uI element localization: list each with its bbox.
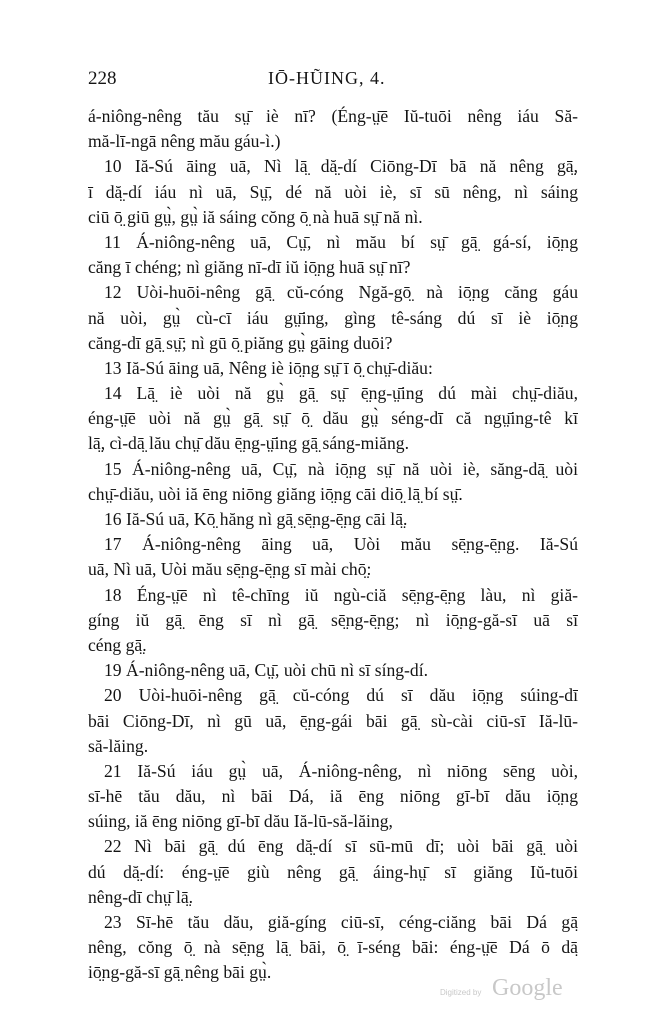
text-line: ī dă̤-dí iáu nì uā, Sṳ̄, dé nă uòi iè, sī sū nêng, nì sáing [88, 181, 578, 202]
text-line: mă-lī-ngā nêng mău gáu-ì.) [88, 131, 281, 152]
text-line: sī-hē tău dău, nì bāi Dá, iă ēng niōng gī-bī dău iō̤ng [88, 786, 578, 807]
text-line: 19 Á-niông-nêng uā, Cṳ̄, uòi chū nì sī síng-dí. [104, 660, 428, 681]
text-line: căng-dī gā̤ sṳ̄; nì gū ō̤ piăng gṳ̀ gāing duōi? [88, 332, 393, 353]
text-line: 14 Lā̤ iè uòi nă gṳ̀ gā̤ sṳ̄ ē̤ng-ṳ̄ing dú mài chṳ̄-diău, [104, 383, 578, 404]
text-line: 16 Iă-Sú uā, Kō̤ hăng nì gā̤ sē̤ng-ē̤ng cāi lā̤. [104, 509, 408, 529]
text-line: nă uòi, gṳ̀ cù-cī iáu gṳ̄ing, gìng tê-sáng dú sī iè iō̤ng [88, 307, 578, 328]
text-line: să-lăing. [88, 735, 149, 756]
watermark-prefix: Digitized by [440, 988, 482, 997]
text-line: uā, Nì uā, Uòi mău sē̤ng-ē̤ng sī mài chō̤: [88, 559, 372, 580]
text-line: 22 Nì bāi gā̤ dú ēng dă̤-dí sī sū-mū dī; uòi bāi gā̤ uòi [104, 836, 578, 857]
text-line: dú dă̤-dí: éng-ṳ̄ē giù nêng gā̤ áing-hṳ̄ sī giăng Iŭ-tuōi [88, 861, 578, 882]
running-head: IŌ-HŨING, 4. [268, 68, 386, 88]
text-body [88, 104, 578, 986]
page-header [88, 68, 578, 92]
page-number: 228 [88, 68, 117, 89]
text-line: á-niông-nêng tău sṳ̄ iè nī? (Éng-ṳ̄ē Iŭ-tuōi nêng iáu Să- [88, 106, 578, 126]
text-line: 12 Uòi-huōi-nêng gā̤ cŭ-cóng Ngă-gō̤ nà iō̤ng căng gáu [104, 282, 578, 303]
text-line: 21 Iă-Sú iáu gṳ̀ uā, Á-niông-nêng, nì niōng sēng uòi, [104, 760, 578, 781]
text-line: súing, iă ēng niōng gī-bī dău Iă-lū-să-lăing, [88, 811, 393, 832]
text-line: bāi Ciōng-Dī, nì gū uā, ē̤ng-gái bāi gā̤ sù-cài ciū-sī Iă-lū- [88, 710, 578, 731]
text-line: 10 Iă-Sú āing uā, Nì lā̤ dă̤-dí Ciōng-Dī bā nă nêng gā̤, [104, 156, 578, 177]
text-line: gíng iŭ gā̤ ēng sī nì gā̤ sē̤ng-ē̤ng; nì iō̤ng-gă-sī uā sī [88, 609, 578, 630]
text-line: éng-ṳ̄ē uòi nă gṳ̀ gā̤ sṳ̄ ō̤ dău gṳ̀ séng-dī că ngṳ̄ing-tê kī [88, 408, 578, 429]
text-line: 18 Éng-ṳ̄ē nì tê-chīng iŭ ngù-ciă sē̤ng-ē̤ng làu, nì giă- [104, 584, 578, 605]
text-line: 15 Á-niông-nêng uā, Cṳ̄, nà iō̤ng sṳ̄ nă uòi iè, săng-dā̤ uòi [104, 458, 578, 479]
text-line: lā̤, cì-dā̤ lău chṳ̄ dău ē̤ng-ṳ̄ing gā̤ sáng-miăng. [88, 433, 409, 454]
text-line: nêng, cŏng ō̤ nà sē̤ng lā̤ bāi, ō̤ ī-séng bāi: éng-ṳ̄ē Dá ō dā̤ [88, 937, 578, 958]
text-line: 11 Á-niông-nêng uā, Cṳ̄, nì mău bí sṳ̄ gā̤ gá-sí, iō̤ng [104, 231, 578, 252]
text-line: 23 Sī-hē tău dău, giă-gíng ciū-sī, céng-ciăng bāi Dá gā̤ [104, 912, 578, 932]
google-logo-icon: Google [492, 975, 563, 1001]
text-line: chṳ̄-diău, uòi iă ēng niōng giăng iō̤ng cāi diō̤ lā̤ bí sṳ̄. [88, 483, 463, 504]
text-line: 20 Uòi-huōi-nêng gā̤ cŭ-cóng dú sī dău iō̤ng súing-dī [104, 685, 578, 706]
text-line: 17 Á-niông-nêng āing uā, Uòi mău sē̤ng-ē̤ng. Iă-Sú [104, 534, 578, 555]
google-watermark [440, 975, 580, 1005]
text-line: céng gā̤. [88, 634, 147, 655]
text-line: căng ī chéng; nì giăng nī-dī iŭ iō̤ng huā sṳ̄ nī? [88, 257, 411, 278]
text-line: ciū ō̤ giū gṳ̀, gṳ̀ iă sáing cŏng ō̤ nà huā sṳ̄ nă nì. [88, 206, 423, 227]
text-line: 13 Iă-Sú āing uā, Nêng iè iō̤ng sṳ̄ ī ō̤ chṳ̄-diău: [104, 357, 433, 378]
text-line: iō̤ng-gă-sī gā̤ nêng bāi gṳ̀. [88, 962, 272, 983]
text-line: nêng-dī chṳ̄ lā̤. [88, 886, 194, 907]
